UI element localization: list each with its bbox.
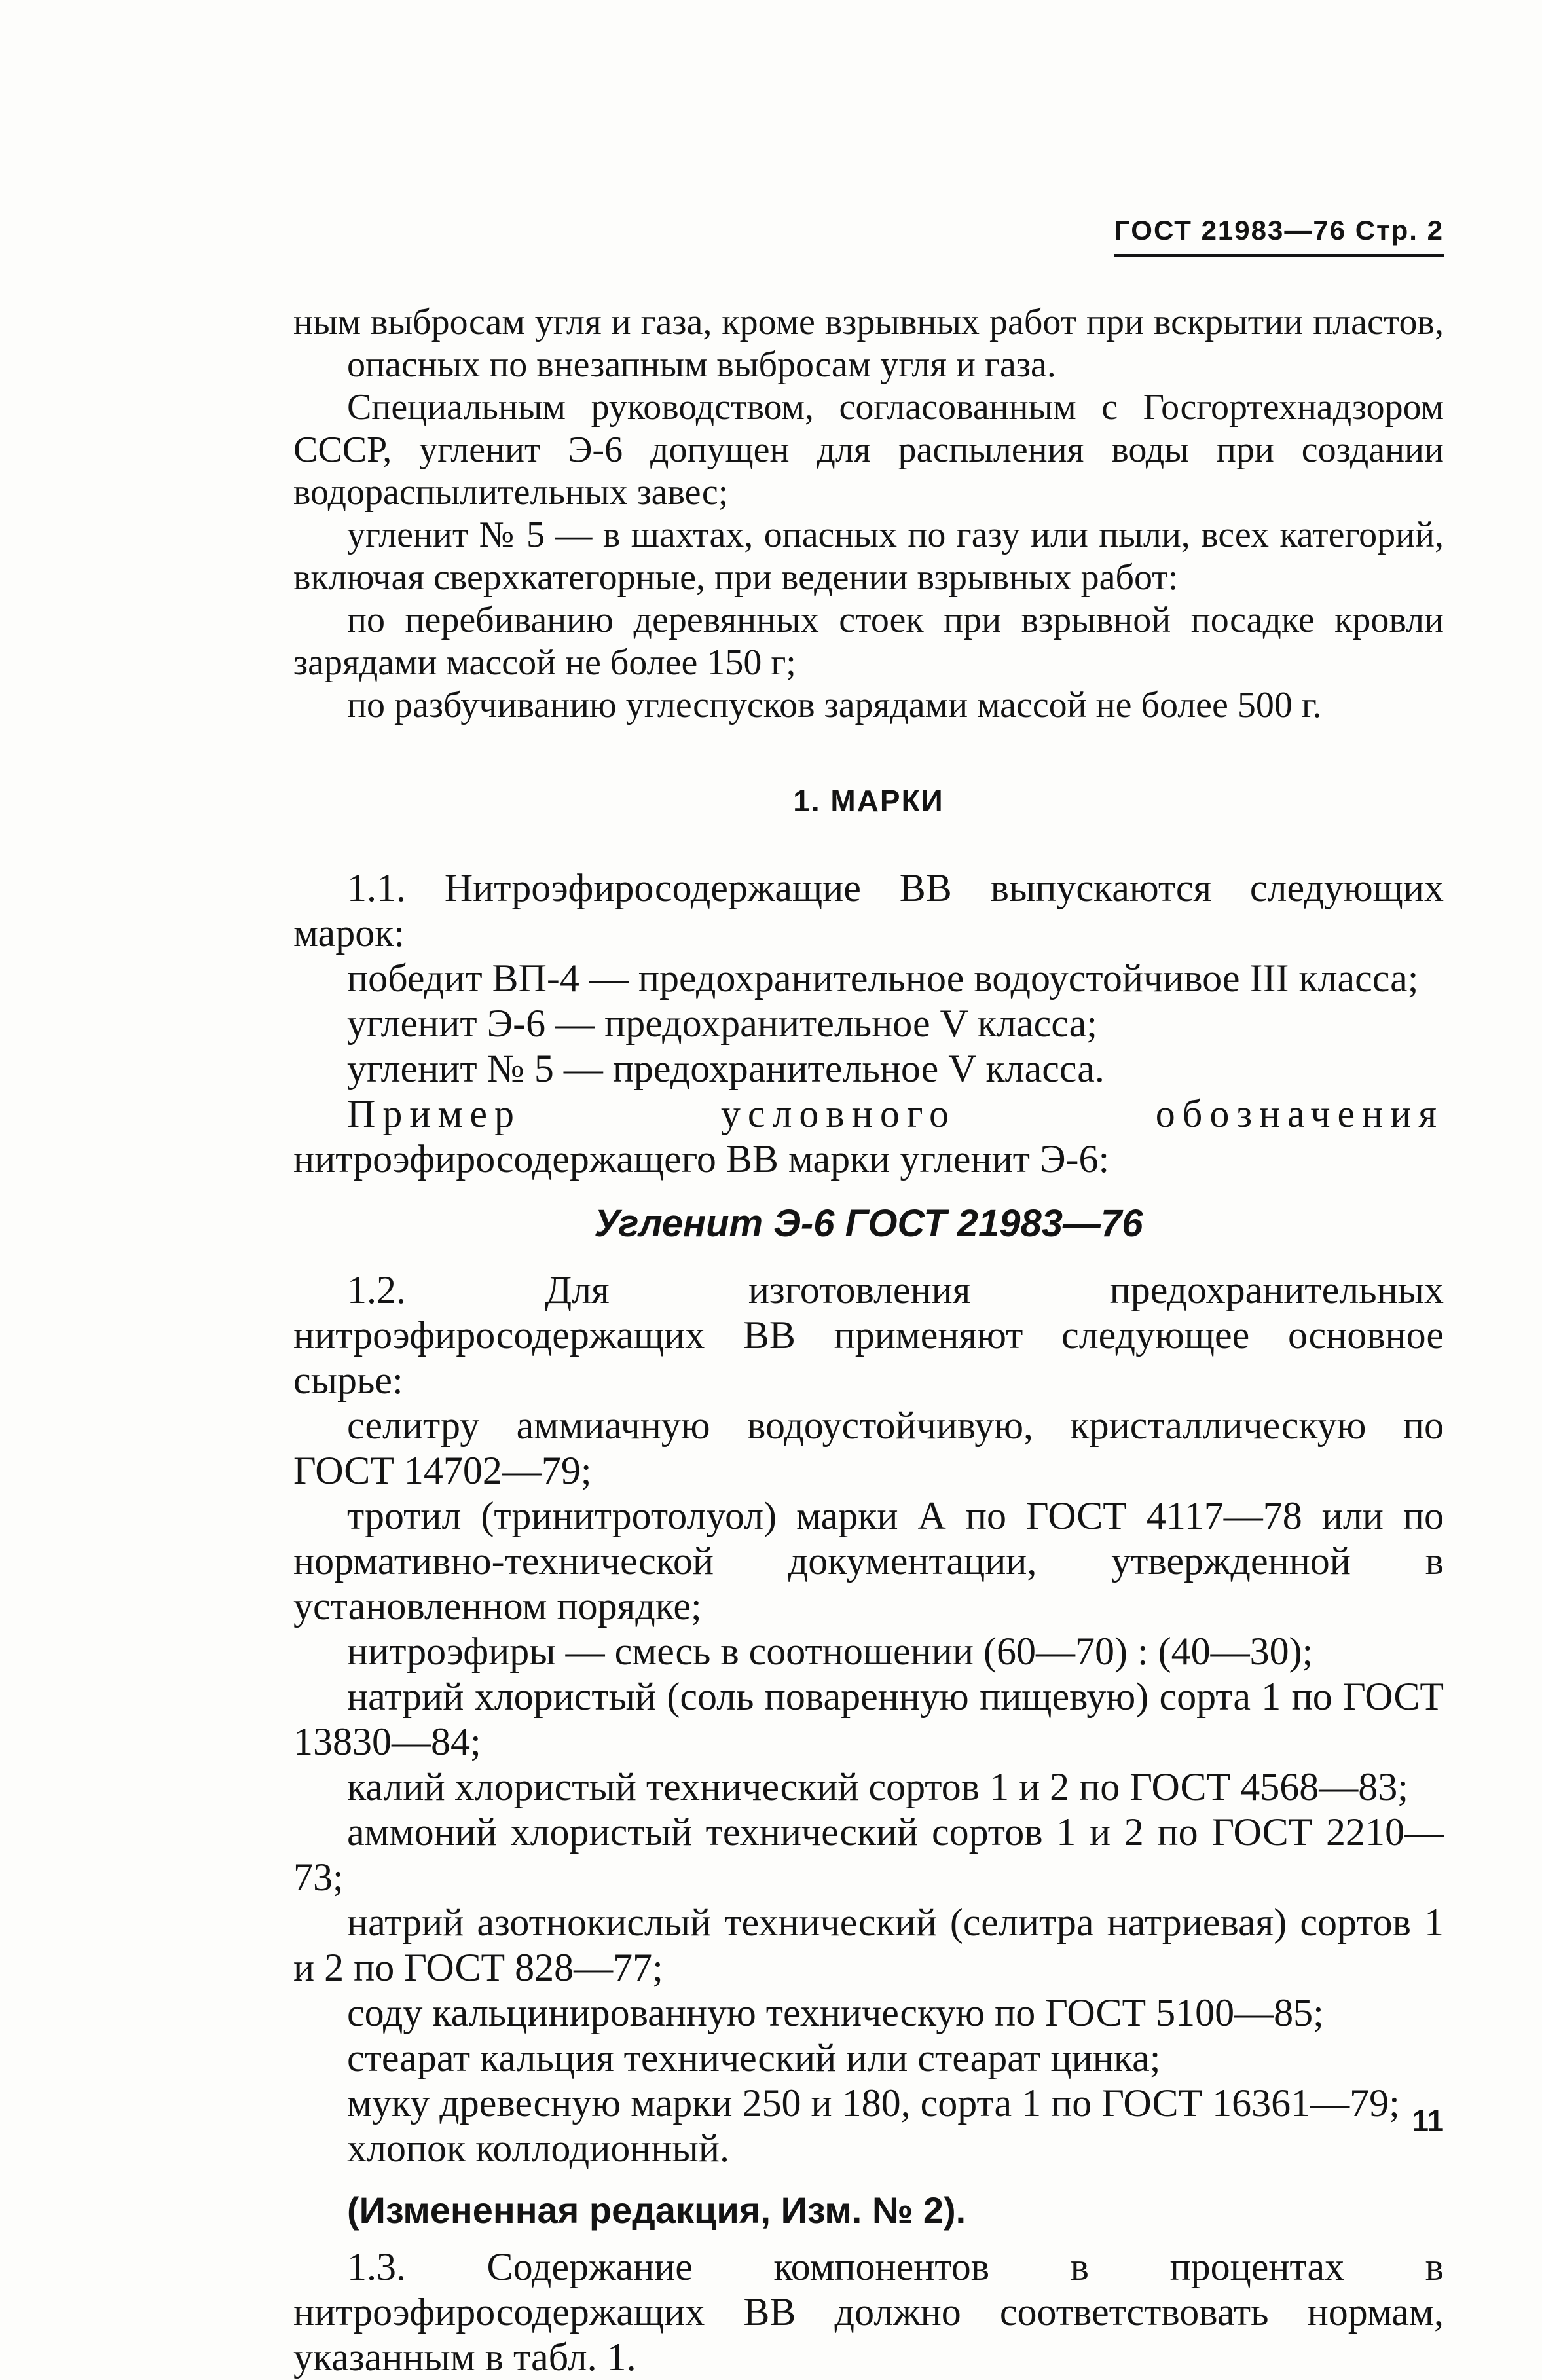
clause-1-2: 1.2. Для изготовления предохранительных нитроэфиросодержащих ВВ применяют следующее основное сырье: bbox=[293, 1268, 1444, 1402]
material-item: соду кальцинированную техническую по ГОСТ 5100—85; bbox=[347, 1991, 1324, 2034]
material-item: хлопок коллодионный. bbox=[347, 2127, 729, 2170]
material-item: аммоний хлористый технический сортов 1 и 2 по ГОСТ 2210—73; bbox=[293, 1810, 1444, 1899]
intro-item-chutes: по разбучиванию углеспусков зарядами массой не более 500 г. bbox=[347, 685, 1322, 725]
material-item: нитроэфиры — смесь в соотношении (60—70) : (40—30); bbox=[347, 1630, 1313, 1673]
intro-paragraph-special-guidance: Специальным руководством, согласованным с Госгортехнадзором СССР, угленит Э-6 допущен для распыления воды при создании водораспылительных завес; bbox=[293, 387, 1444, 513]
page-number: 11 bbox=[1412, 2104, 1444, 2138]
example-intro-rest: нитроэфиросодержащего ВВ марки угленит Э-6: bbox=[293, 1137, 1110, 1181]
material-item: стеарат кальция технический или стеарат цинка; bbox=[347, 2036, 1161, 2079]
material-item: муку древесную марки 250 и 180, сорта 1 по ГОСТ 16361—79; bbox=[347, 2081, 1400, 2125]
designation-example: Угленит Э-6 ГОСТ 21983—76 bbox=[594, 1202, 1143, 1245]
mark-item: угленит Э-6 — предохранительное V класса; bbox=[347, 1002, 1097, 1045]
page-header: ГОСТ 21983—76 Стр. 2 bbox=[1114, 215, 1444, 257]
example-label-spaced: Пример условного обозначения bbox=[347, 1092, 1444, 1135]
mark-item: угленит № 5 — предохранительное V класса. bbox=[347, 1047, 1105, 1090]
material-item: натрий хлористый (соль поваренную пищевую) сорта 1 по ГОСТ 13830—84; bbox=[293, 1675, 1444, 1763]
material-item: натрий азотнокислый технический (селитра натриевая) сортов 1 и 2 по ГОСТ 828—77; bbox=[293, 1901, 1444, 1989]
materials-list bbox=[293, 1403, 1444, 2171]
example-intro bbox=[293, 1091, 1444, 1182]
clause-1-3: 1.3. Содержание компонентов в процентах в нитроэфиросодержащих ВВ должно соответствовать нормам, указанным в табл. 1. bbox=[293, 2245, 1444, 2379]
clause-1-1: 1.1. Нитроэфиросодержащие ВВ выпускаются следующих марок: bbox=[293, 866, 1444, 955]
material-item: селитру аммиачную водоустойчивую, кристаллическую по ГОСТ 14702—79; bbox=[293, 1404, 1444, 1492]
page-content bbox=[293, 301, 1444, 2380]
intro-continuation: ным выбросам угля и газа, кроме взрывных работ при вскрытии пластов, опасных по внезапным выбросам угля и газа. bbox=[293, 302, 1444, 385]
material-item: калий хлористый технический сортов 1 и 2 по ГОСТ 4568—83; bbox=[347, 1765, 1408, 1808]
intro-item-props: по перебиванию деревянных стоек при взрывной посадке кровли зарядами массой не более 150 г; bbox=[293, 600, 1444, 683]
section-title-marks: 1. МАРКИ bbox=[793, 784, 944, 818]
intro-paragraph-uglenit-5: угленит № 5 — в шахтах, опасных по газу или пыли, всех категорий, включая сверхкатегорные, при ведении взрывных работ: bbox=[293, 515, 1444, 598]
mark-item: победит ВП-4 — предохранительное водоустойчивое III класса; bbox=[347, 957, 1419, 1000]
edition-note: (Измененная редакция, Изм. № 2). bbox=[347, 2189, 966, 2231]
material-item: тротил (тринитротолуол) марки А по ГОСТ 4117—78 или по нормативно-технической документации, утвержденной в установленном порядке; bbox=[293, 1494, 1444, 1628]
marks-list bbox=[293, 956, 1444, 1091]
